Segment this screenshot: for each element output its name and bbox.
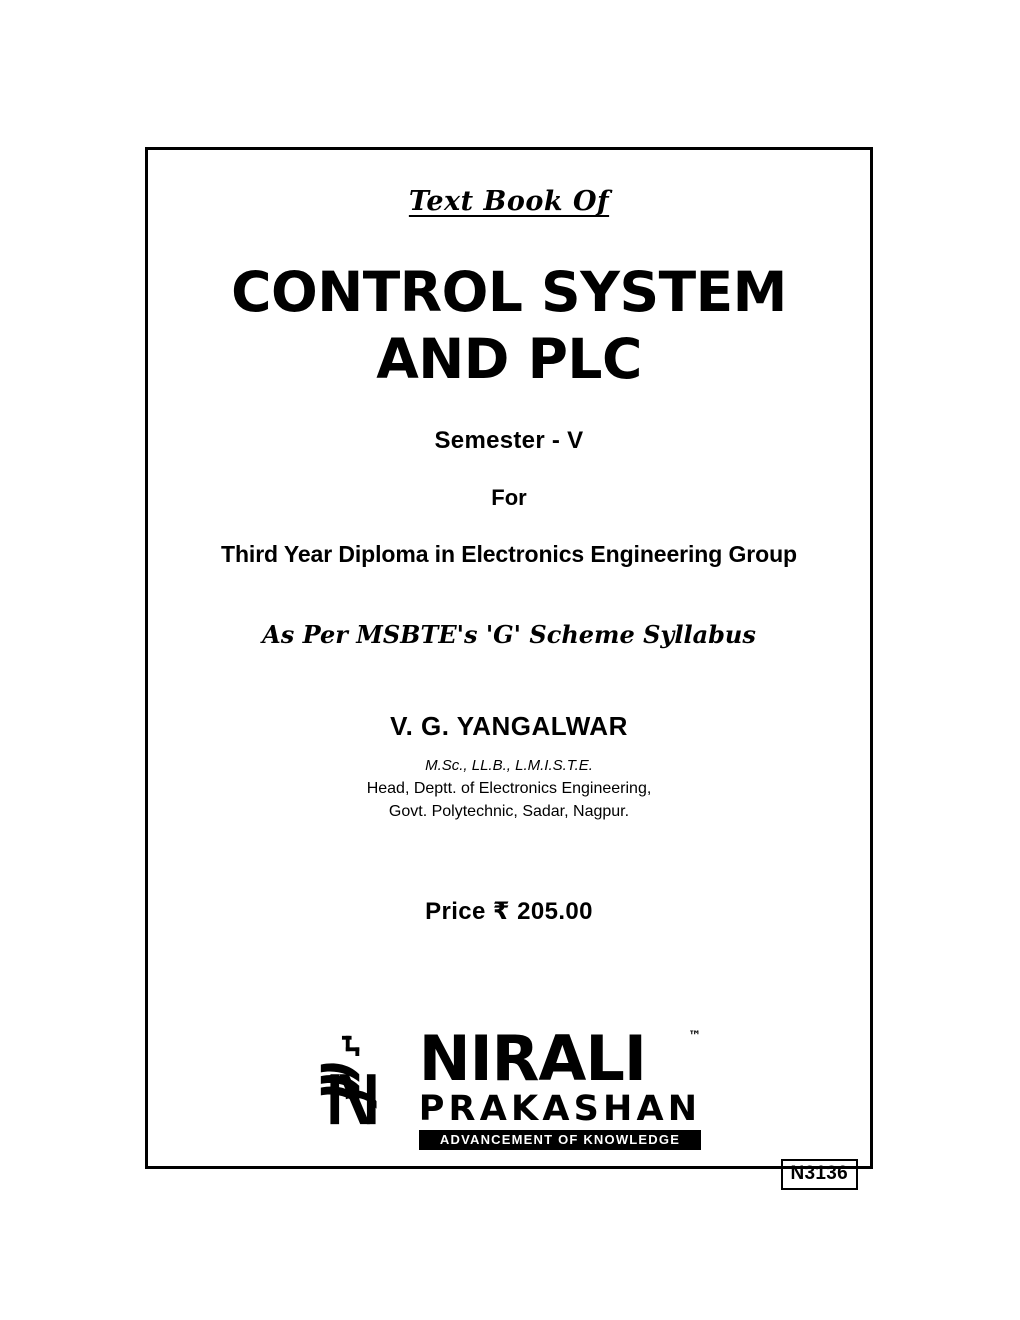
- cover-content: [148, 186, 870, 1202]
- author-qualifications: M.Sc., LL.B., L.M.I.S.T.E.: [425, 757, 593, 775]
- author-name: V. G. YANGALWAR: [390, 711, 628, 742]
- publisher-logo-group: [317, 1022, 702, 1150]
- publisher-wordmark: [418, 1022, 702, 1150]
- trademark-icon: ™: [688, 1029, 702, 1044]
- price-label: Price: [425, 898, 486, 926]
- book-code-badge: N3136: [781, 1159, 859, 1190]
- eyebrow-text: Text Book Of: [408, 186, 610, 217]
- title-line-1: CONTROL SYSTEM: [231, 260, 787, 324]
- author-role: Head, Deptt. of Electronics Engineering,: [366, 779, 652, 797]
- price-value: 205.00: [517, 898, 593, 926]
- semester-label: Semester - V: [434, 427, 584, 455]
- author-institute: Govt. Polytechnic, Sadar, Nagpur.: [388, 803, 630, 821]
- title-line-2: AND PLC: [376, 327, 642, 392]
- price-currency-symbol: ₹: [492, 897, 510, 926]
- for-label: For: [491, 485, 527, 511]
- publisher-logo: [148, 1022, 870, 1150]
- book-cover-page: [145, 147, 873, 1184]
- syllabus-note: As Per MSBTE's 'G' Scheme Syllabus: [262, 620, 756, 650]
- publisher-name: [418, 1022, 702, 1095]
- publisher-name-text: NIRALI: [418, 1022, 646, 1095]
- publisher-tagline: ADVANCEMENT OF KNOWLEDGE: [419, 1130, 702, 1150]
- page-title: [148, 259, 870, 393]
- audience-label: Third Year Diploma in Electronics Engineering Group: [221, 541, 797, 568]
- publisher-name-suffix: PRAKASHAN: [418, 1089, 702, 1129]
- price-line: [148, 897, 870, 926]
- nirali-book-swastika-logo-icon: [317, 1032, 413, 1128]
